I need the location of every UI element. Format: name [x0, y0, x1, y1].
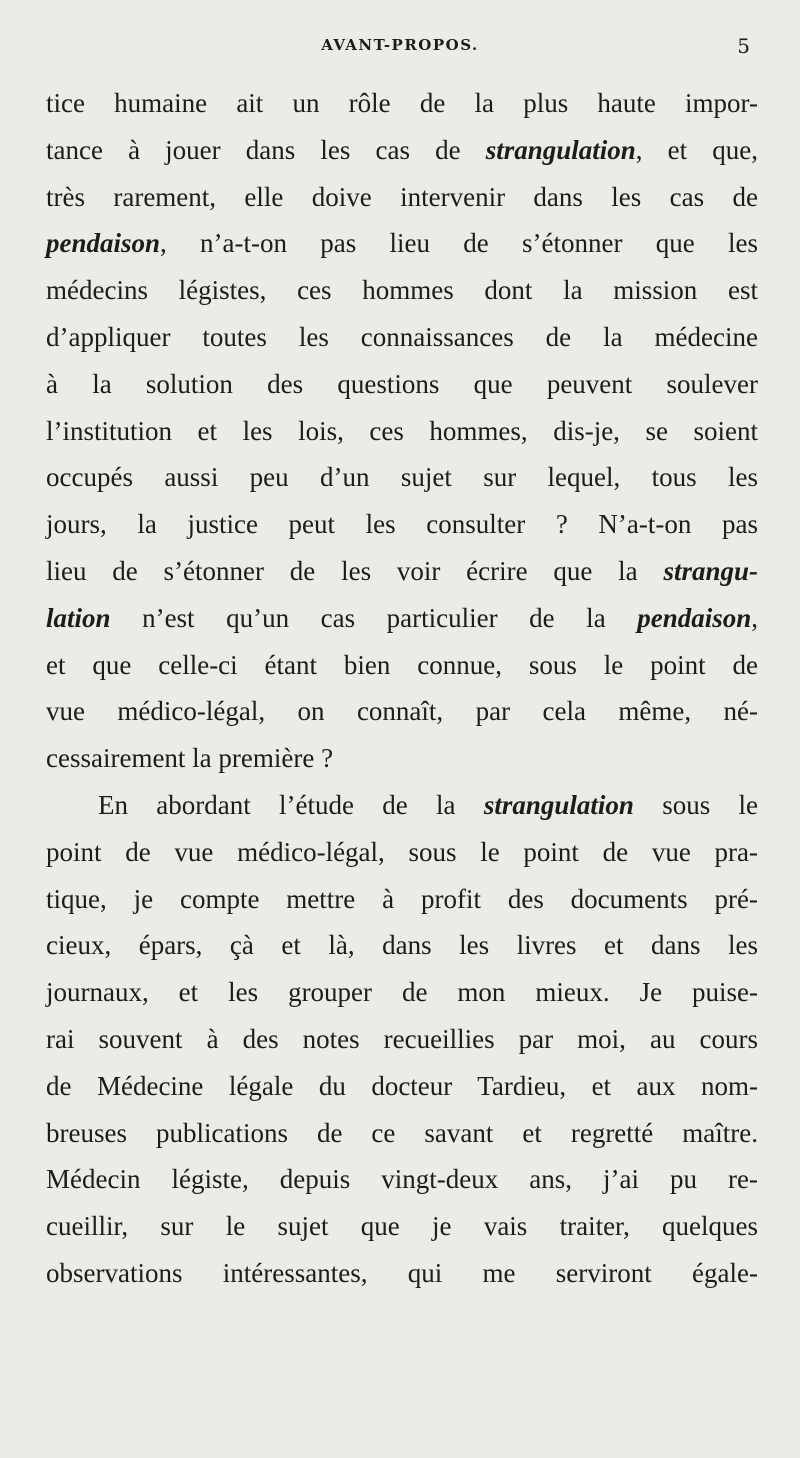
text-line: [46, 969, 758, 1016]
text-segment: breuses publications de ce savant et regretté maître.: [46, 1117, 758, 1148]
text-line: [46, 548, 758, 595]
text-line: [46, 501, 758, 548]
text-line: [46, 1110, 758, 1157]
text-segment: d’appliquer toutes les connaissances de la médecine: [46, 321, 758, 352]
text-line: [46, 361, 758, 408]
text-line: [46, 1156, 758, 1203]
italic-term: strangulation: [485, 134, 636, 165]
text-line: [46, 735, 758, 782]
text-line: [46, 782, 758, 829]
text-line: [46, 454, 758, 501]
italic-term: strangu-: [663, 555, 758, 586]
text-line: [46, 267, 758, 314]
text-line: [46, 220, 758, 267]
text-segment: de Médecine légale du docteur Tardieu, et aux nom-: [46, 1070, 758, 1101]
text-segment: vue médico-légal, on connaît, par cela même, né-: [46, 696, 758, 727]
page-header: [0, 34, 800, 64]
text-line: [46, 1063, 758, 1110]
text-segment: ,: [751, 602, 758, 633]
text-segment: , et que,: [635, 134, 758, 165]
text-segment: cessairement la première ?: [46, 743, 334, 774]
text-line: [46, 688, 758, 735]
text-line: [46, 314, 758, 361]
text-segment: sous le: [633, 789, 759, 820]
italic-term: pendaison: [46, 228, 161, 259]
italic-term: pendaison: [637, 602, 752, 633]
text-segment: à la solution des questions que peuvent soulever: [46, 368, 758, 399]
text-segment: médecins légistes, ces hommes dont la mission est: [46, 275, 758, 306]
text-segment: l’institution et les lois, ces hommes, dis-je, se soient: [46, 415, 758, 446]
text-line: [46, 1016, 758, 1063]
text-line: [46, 1250, 758, 1297]
text-segment: n’est qu’un cas particulier de la: [110, 602, 638, 633]
text-line: [46, 595, 758, 642]
text-segment: et que celle-ci étant bien connue, sous le point de: [46, 649, 758, 680]
text-line: [46, 127, 758, 174]
text-segment: journaux, et les grouper de mon mieux. Je puise-: [46, 977, 758, 1008]
text-line: [46, 642, 758, 689]
text-segment: Médecin légiste, depuis vingt-deux ans, j’ai pu re-: [46, 1164, 758, 1195]
text-segment: observations intéressantes, qui me serviront égale-: [46, 1257, 758, 1288]
italic-term: lation: [46, 602, 111, 633]
text-line: [46, 922, 758, 969]
body-text: [46, 80, 758, 1297]
text-segment: tique, je compte mettre à profit des documents pré-: [46, 883, 758, 914]
text-segment: très rarement, elle doive intervenir dans les cas de: [46, 181, 758, 212]
text-segment: tice humaine ait un rôle de la plus haute impor-: [46, 88, 758, 118]
text-segment: lieu de s’étonner de les voir écrire que la: [46, 555, 664, 586]
page-number: 5: [737, 34, 750, 58]
text-line: [46, 876, 758, 923]
running-head: AVANT-PROPOS.: [321, 36, 479, 54]
text-segment: , n’a-t-on pas lieu de s’étonner que les: [160, 228, 758, 259]
text-segment: occupés aussi peu d’un sujet sur lequel, tous les: [46, 462, 758, 493]
text-line: [46, 80, 758, 127]
text-segment: cueillir, sur le sujet que je vais traiter, quelques: [46, 1211, 758, 1242]
text-segment: point de vue médico-légal, sous le point de vue pra-: [46, 836, 758, 867]
text-segment: rai souvent à des notes recueillies par moi, au cours: [46, 1023, 758, 1054]
text-line: [46, 408, 758, 455]
text-segment: jours, la justice peut les consulter ? N’a-t-on pas: [46, 509, 758, 540]
text-line: [46, 174, 758, 221]
text-segment: cieux, épars, çà et là, dans les livres et dans les: [46, 930, 758, 961]
text-line: [46, 1203, 758, 1250]
italic-term: strangulation: [483, 789, 634, 820]
text-segment: tance à jouer dans les cas de: [46, 134, 486, 165]
text-line: [46, 829, 758, 876]
text-segment: En abordant l’étude de la: [98, 789, 484, 820]
